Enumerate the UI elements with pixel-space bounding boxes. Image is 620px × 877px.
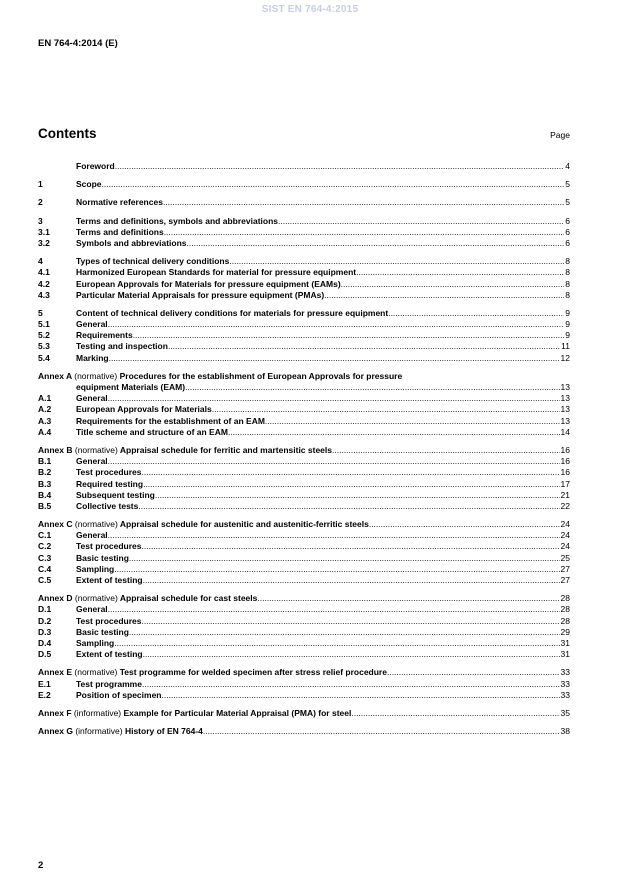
dot-leader xyxy=(108,393,560,404)
toc-page-number: 13 xyxy=(560,404,570,415)
toc-entry-title: Test programme xyxy=(76,678,142,689)
toc-entry-title: Marking xyxy=(76,352,109,363)
dot-leader xyxy=(341,279,565,290)
toc-entry-number: C.5 xyxy=(38,575,52,585)
toc-annex-title: Example for Particular Material Appraisal (PMA) for steel xyxy=(123,707,352,718)
toc-entry-number: B.5 xyxy=(38,500,52,511)
toc-entry-title: Foreword xyxy=(76,161,115,171)
toc-entry-number: A.4 xyxy=(38,426,52,437)
toc-gap xyxy=(38,209,570,216)
toc-entry-title: General xyxy=(76,319,108,330)
toc-entry[interactable] xyxy=(38,479,570,490)
toc-annex-heading xyxy=(38,726,203,737)
toc-page-number: 9 xyxy=(565,319,570,330)
toc-page-number: 6 xyxy=(565,226,570,237)
dot-leader xyxy=(108,456,560,467)
dot-leader xyxy=(129,627,560,638)
toc-page-number: 11 xyxy=(561,341,570,352)
toc-page-number: 16 xyxy=(560,456,570,467)
page-column-label: Page xyxy=(550,130,570,140)
toc-entry[interactable] xyxy=(38,501,570,512)
toc-entry-title: Title scheme and structure of an EAM xyxy=(76,426,228,437)
toc-annex-kind: (normative) xyxy=(74,593,118,604)
toc-page-number: 29 xyxy=(560,626,570,637)
toc-entry[interactable] xyxy=(38,604,570,615)
table-of-contents xyxy=(38,161,570,737)
toc-entry-title: Sampling xyxy=(76,637,115,648)
toc-entry[interactable] xyxy=(38,638,570,649)
toc-entry[interactable] xyxy=(38,530,570,541)
toc-page-number: 13 xyxy=(560,382,570,392)
toc-gap xyxy=(38,190,570,197)
toc-entry-title: Test procedures xyxy=(76,615,142,626)
toc-entry-title: Position of specimen xyxy=(76,689,162,700)
toc-entry-title: Terms and definitions, symbols and abbreviations xyxy=(76,215,278,226)
dot-leader xyxy=(143,649,560,660)
toc-entry-title: General xyxy=(76,393,108,404)
toc-entry-number: 3.2 xyxy=(38,237,50,248)
dot-leader xyxy=(114,564,559,575)
toc-entry-number: D.3 xyxy=(38,626,52,637)
toc-entry-number: C.3 xyxy=(38,552,52,563)
toc-page-number: 28 xyxy=(560,604,570,615)
toc-entry[interactable] xyxy=(38,267,570,278)
toc-page-number: 5 xyxy=(565,197,570,208)
toc-entry[interactable] xyxy=(38,197,570,208)
dot-leader xyxy=(356,267,564,278)
toc-gap xyxy=(38,438,570,445)
toc-entry[interactable] xyxy=(38,541,570,552)
toc-entry[interactable] xyxy=(38,161,570,172)
dot-leader xyxy=(387,667,560,678)
dot-leader xyxy=(129,553,560,564)
dot-leader xyxy=(185,382,559,393)
toc-annex-entry[interactable] xyxy=(38,445,570,456)
toc-page-number: 12 xyxy=(560,352,570,363)
toc-entry[interactable] xyxy=(38,490,570,501)
toc-entry[interactable] xyxy=(38,227,570,238)
toc-entry-number: D.5 xyxy=(38,649,52,660)
toc-entry[interactable] xyxy=(38,427,570,438)
toc-page-number: 8 xyxy=(565,289,570,300)
toc-page-number: 4 xyxy=(565,161,570,171)
toc-page-number: 31 xyxy=(560,637,570,648)
toc-annex-title-continued: equipment Materials (EAM) xyxy=(76,382,186,392)
toc-page-number: 5 xyxy=(565,179,570,190)
dot-leader xyxy=(138,501,559,512)
toc-gap xyxy=(38,512,570,519)
toc-entry-title: General xyxy=(76,604,108,615)
toc-entry[interactable] xyxy=(38,179,570,190)
toc-page-number: 24 xyxy=(560,530,570,541)
toc-annex-label: Annex C xyxy=(38,519,73,530)
dot-leader xyxy=(108,604,560,615)
dot-leader xyxy=(143,575,560,586)
toc-entry-number: D.4 xyxy=(38,637,52,648)
toc-entry[interactable] xyxy=(38,319,570,330)
toc-page-number: 6 xyxy=(565,215,570,226)
toc-annex-label: Annex E xyxy=(38,667,73,678)
toc-entry-title: Content of technical delivery conditions for materials for pressure equipment xyxy=(76,307,389,318)
toc-annex-label: Annex D xyxy=(38,593,73,604)
toc-page-number: 24 xyxy=(560,541,570,552)
toc-page-number: 28 xyxy=(560,593,570,604)
dot-leader xyxy=(142,679,560,690)
toc-entry-number: B.3 xyxy=(38,478,52,489)
toc-annex-label: Annex B xyxy=(38,444,73,455)
toc-annex-title: Procedures for the establishment of European Approvals for pressure xyxy=(119,370,403,381)
toc-entry-title: Normative references xyxy=(76,197,163,208)
dot-leader xyxy=(351,708,559,719)
dot-leader xyxy=(187,238,565,249)
toc-entry-title: Test procedures xyxy=(76,467,142,478)
toc-entry-number: 5.2 xyxy=(38,330,50,341)
toc-entry-title: Particular Material Appraisals for pressure equipment (PMAs) xyxy=(76,289,325,300)
toc-page-number: 38 xyxy=(560,726,570,737)
dot-leader xyxy=(155,490,560,501)
toc-annex-kind: (informative) xyxy=(75,726,123,737)
toc-annex-kind: (normative) xyxy=(74,519,118,530)
toc-entry[interactable] xyxy=(38,456,570,467)
toc-page-number: 16 xyxy=(560,467,570,478)
contents-heading: Contents xyxy=(38,126,97,141)
toc-annex-title: History of EN 764-4 xyxy=(124,726,203,737)
dot-leader xyxy=(162,690,560,701)
toc-entry-number: 5.1 xyxy=(38,319,50,330)
toc-entry[interactable] xyxy=(38,467,570,478)
toc-page-number: 8 xyxy=(565,267,570,278)
toc-annex-label: Annex F xyxy=(38,707,72,718)
toc-entry-title: General xyxy=(76,456,108,467)
toc-entry-title: European Approvals for Materials xyxy=(76,404,212,415)
toc-page-number: 14 xyxy=(560,426,570,437)
toc-page-number: 25 xyxy=(560,552,570,563)
toc-page-number: 27 xyxy=(560,563,570,574)
toc-entry[interactable] xyxy=(38,279,570,290)
toc-page-number: 33 xyxy=(560,678,570,689)
toc-page-number: 13 xyxy=(560,393,570,404)
toc-gap xyxy=(38,301,570,308)
toc-annex-heading xyxy=(38,519,369,530)
toc-gap xyxy=(38,364,570,371)
toc-entry-number: 4 xyxy=(38,256,43,267)
toc-entry[interactable] xyxy=(38,404,570,415)
toc-gap xyxy=(38,719,570,726)
toc-gap xyxy=(38,660,570,667)
toc-entry-title: Extent of testing xyxy=(76,575,143,585)
toc-entry-title: General xyxy=(76,530,108,541)
toc-page-number: 31 xyxy=(560,649,570,660)
toc-annex-kind: (informative) xyxy=(73,707,122,718)
toc-annex-entry[interactable] xyxy=(38,519,570,530)
toc-annex-kind: (normative) xyxy=(74,667,118,678)
dot-leader xyxy=(143,479,559,490)
toc-entry[interactable] xyxy=(38,330,570,341)
toc-annex-title: Appraisal schedule for ferritic and martensitic steels xyxy=(119,444,332,455)
dot-leader xyxy=(229,256,564,267)
toc-annex-label: Annex G xyxy=(38,726,73,737)
toc-entry-title: Extent of testing xyxy=(76,649,143,660)
toc-entry[interactable] xyxy=(38,564,570,575)
toc-page-number: 9 xyxy=(565,307,570,318)
toc-entry[interactable] xyxy=(38,256,570,267)
toc-annex-label: Annex A xyxy=(38,370,72,381)
dot-leader xyxy=(142,541,560,552)
toc-annex-heading xyxy=(38,667,387,678)
toc-entry-title: Types of technical delivery conditions xyxy=(76,256,230,267)
toc-entry-number: E.2 xyxy=(38,689,51,700)
document-id: EN 764-4:2014 (E) xyxy=(38,38,118,49)
toc-annex-heading xyxy=(38,445,332,456)
toc-annex-title: Test programme for welded specimen after stress relief procedure xyxy=(119,667,387,678)
dot-leader xyxy=(203,726,560,737)
toc-entry-number: 3.1 xyxy=(38,226,50,237)
toc-page-number: 27 xyxy=(560,575,570,585)
toc-entry-number: 5.4 xyxy=(38,352,50,363)
toc-entry[interactable] xyxy=(38,649,570,660)
dot-leader xyxy=(164,227,565,238)
toc-entry-title: Symbols and abbreviations xyxy=(76,237,187,248)
dot-leader xyxy=(133,330,565,341)
toc-page-number: 8 xyxy=(565,278,570,289)
dot-leader xyxy=(108,530,560,541)
toc-entry-title: Testing and inspection xyxy=(76,341,168,352)
toc-entry[interactable] xyxy=(38,690,570,701)
dot-leader xyxy=(142,616,560,627)
toc-entry-number: 1 xyxy=(38,179,43,190)
toc-annex-title: Appraisal schedule for cast steels xyxy=(119,593,258,604)
dot-leader xyxy=(324,290,564,301)
toc-page-number: 33 xyxy=(560,667,570,678)
toc-page-number: 33 xyxy=(560,689,570,700)
toc-entry-number: D.2 xyxy=(38,615,52,626)
toc-entry[interactable] xyxy=(38,575,570,586)
toc-annex-heading xyxy=(38,708,351,719)
dot-leader xyxy=(228,427,560,438)
toc-entry[interactable] xyxy=(38,553,570,564)
toc-entry[interactable] xyxy=(38,216,570,227)
toc-entry-title: European Approvals for Materials for pressure equipment (EAMs) xyxy=(76,278,341,289)
toc-entry-title: Collective tests xyxy=(76,500,139,511)
toc-gap xyxy=(38,172,570,179)
toc-page-number: 16 xyxy=(560,444,570,455)
dot-leader xyxy=(102,179,565,190)
toc-annex-entry[interactable] xyxy=(38,667,570,678)
dot-leader xyxy=(109,353,560,364)
toc-annex-entry[interactable] xyxy=(38,708,570,719)
toc-entry-number: 2 xyxy=(38,197,43,208)
toc-page-number: 28 xyxy=(560,615,570,626)
toc-page-number: 21 xyxy=(560,489,570,500)
toc-entry-number: 3 xyxy=(38,215,43,226)
dot-leader xyxy=(108,319,565,330)
toc-entry-number: B.1 xyxy=(38,456,52,467)
toc-entry[interactable] xyxy=(38,290,570,301)
page-number: 2 xyxy=(38,860,44,871)
toc-entry-title: Test procedures xyxy=(76,541,142,552)
toc-entry-number: 5.3 xyxy=(38,341,50,352)
toc-entry-number: A.3 xyxy=(38,415,52,426)
toc-annex-kind: (normative) xyxy=(74,444,118,455)
toc-entry[interactable] xyxy=(38,616,570,627)
dot-leader xyxy=(278,216,564,227)
dot-leader xyxy=(369,519,560,530)
toc-entry-number: B.4 xyxy=(38,489,52,500)
dot-leader xyxy=(332,445,560,456)
toc-entry[interactable] xyxy=(38,627,570,638)
toc-annex-kind: (normative) xyxy=(74,370,118,381)
toc-entry-number: D.1 xyxy=(38,604,52,615)
dot-leader xyxy=(163,197,564,208)
toc-entry-number: 5 xyxy=(38,307,43,318)
toc-page-number: 35 xyxy=(560,707,570,718)
toc-gap xyxy=(38,701,570,708)
toc-entry-title: Sampling xyxy=(76,563,115,574)
toc-page-number: 24 xyxy=(560,519,570,530)
toc-entry-number: B.2 xyxy=(38,467,52,478)
dot-leader xyxy=(388,308,564,319)
toc-gap xyxy=(38,249,570,256)
toc-entry-number: A.1 xyxy=(38,393,52,404)
toc-entry[interactable] xyxy=(38,393,570,404)
toc-entry-number: C.2 xyxy=(38,541,52,552)
toc-entry[interactable] xyxy=(38,238,570,249)
toc-page-number: 22 xyxy=(560,500,570,511)
toc-entry-number: 4.2 xyxy=(38,278,50,289)
toc-entry-title: Basic testing xyxy=(76,626,129,637)
toc-annex-heading xyxy=(38,371,402,382)
toc-page-number: 9 xyxy=(565,330,570,341)
watermark: SIST EN 764-4:2015 xyxy=(261,4,359,15)
toc-page-number: 17 xyxy=(560,478,570,489)
toc-entry-number: E.1 xyxy=(38,678,51,689)
toc-entry-title: Requirements for the establishment of an EAM xyxy=(76,415,265,426)
toc-annex-entry[interactable] xyxy=(38,726,570,737)
toc-entry-title: Required testing xyxy=(76,478,144,489)
toc-entry[interactable] xyxy=(38,382,570,393)
toc-gap xyxy=(38,586,570,593)
toc-entry-number: C.1 xyxy=(38,530,52,541)
dot-leader xyxy=(212,404,560,415)
toc-entry[interactable] xyxy=(38,341,570,352)
toc-entry-number: 4.1 xyxy=(38,267,50,278)
toc-entry-title: Basic testing xyxy=(76,552,129,563)
dot-leader xyxy=(257,593,559,604)
toc-entry-title: Requirements xyxy=(76,330,133,341)
toc-annex-heading xyxy=(38,593,257,604)
dot-leader xyxy=(114,638,559,649)
toc-entry-title: Subsequent testing xyxy=(76,489,155,500)
toc-entry-title: Scope xyxy=(76,179,102,190)
dot-leader xyxy=(168,341,560,352)
toc-entry-title: Terms and definitions xyxy=(76,226,164,237)
toc-entry-number: C.4 xyxy=(38,563,52,574)
toc-entry[interactable] xyxy=(38,308,570,319)
toc-entry-title: Harmonized European Standards for material for pressure equipment xyxy=(76,267,357,278)
toc-page-number: 13 xyxy=(560,415,570,426)
toc-page-number: 8 xyxy=(565,256,570,267)
dot-leader xyxy=(115,161,565,172)
toc-annex-entry[interactable] xyxy=(38,371,570,382)
toc-annex-entry[interactable] xyxy=(38,593,570,604)
toc-entry[interactable] xyxy=(38,679,570,690)
dot-leader xyxy=(265,416,560,427)
dot-leader xyxy=(142,467,560,478)
toc-entry-number: A.2 xyxy=(38,404,52,415)
toc-entry-number: 4.3 xyxy=(38,289,50,300)
toc-entry[interactable] xyxy=(38,416,570,427)
toc-page-number: 6 xyxy=(565,237,570,248)
toc-annex-title: Appraisal schedule for austenitic and austenitic-ferritic steels xyxy=(119,519,369,530)
toc-entry[interactable] xyxy=(38,353,570,364)
